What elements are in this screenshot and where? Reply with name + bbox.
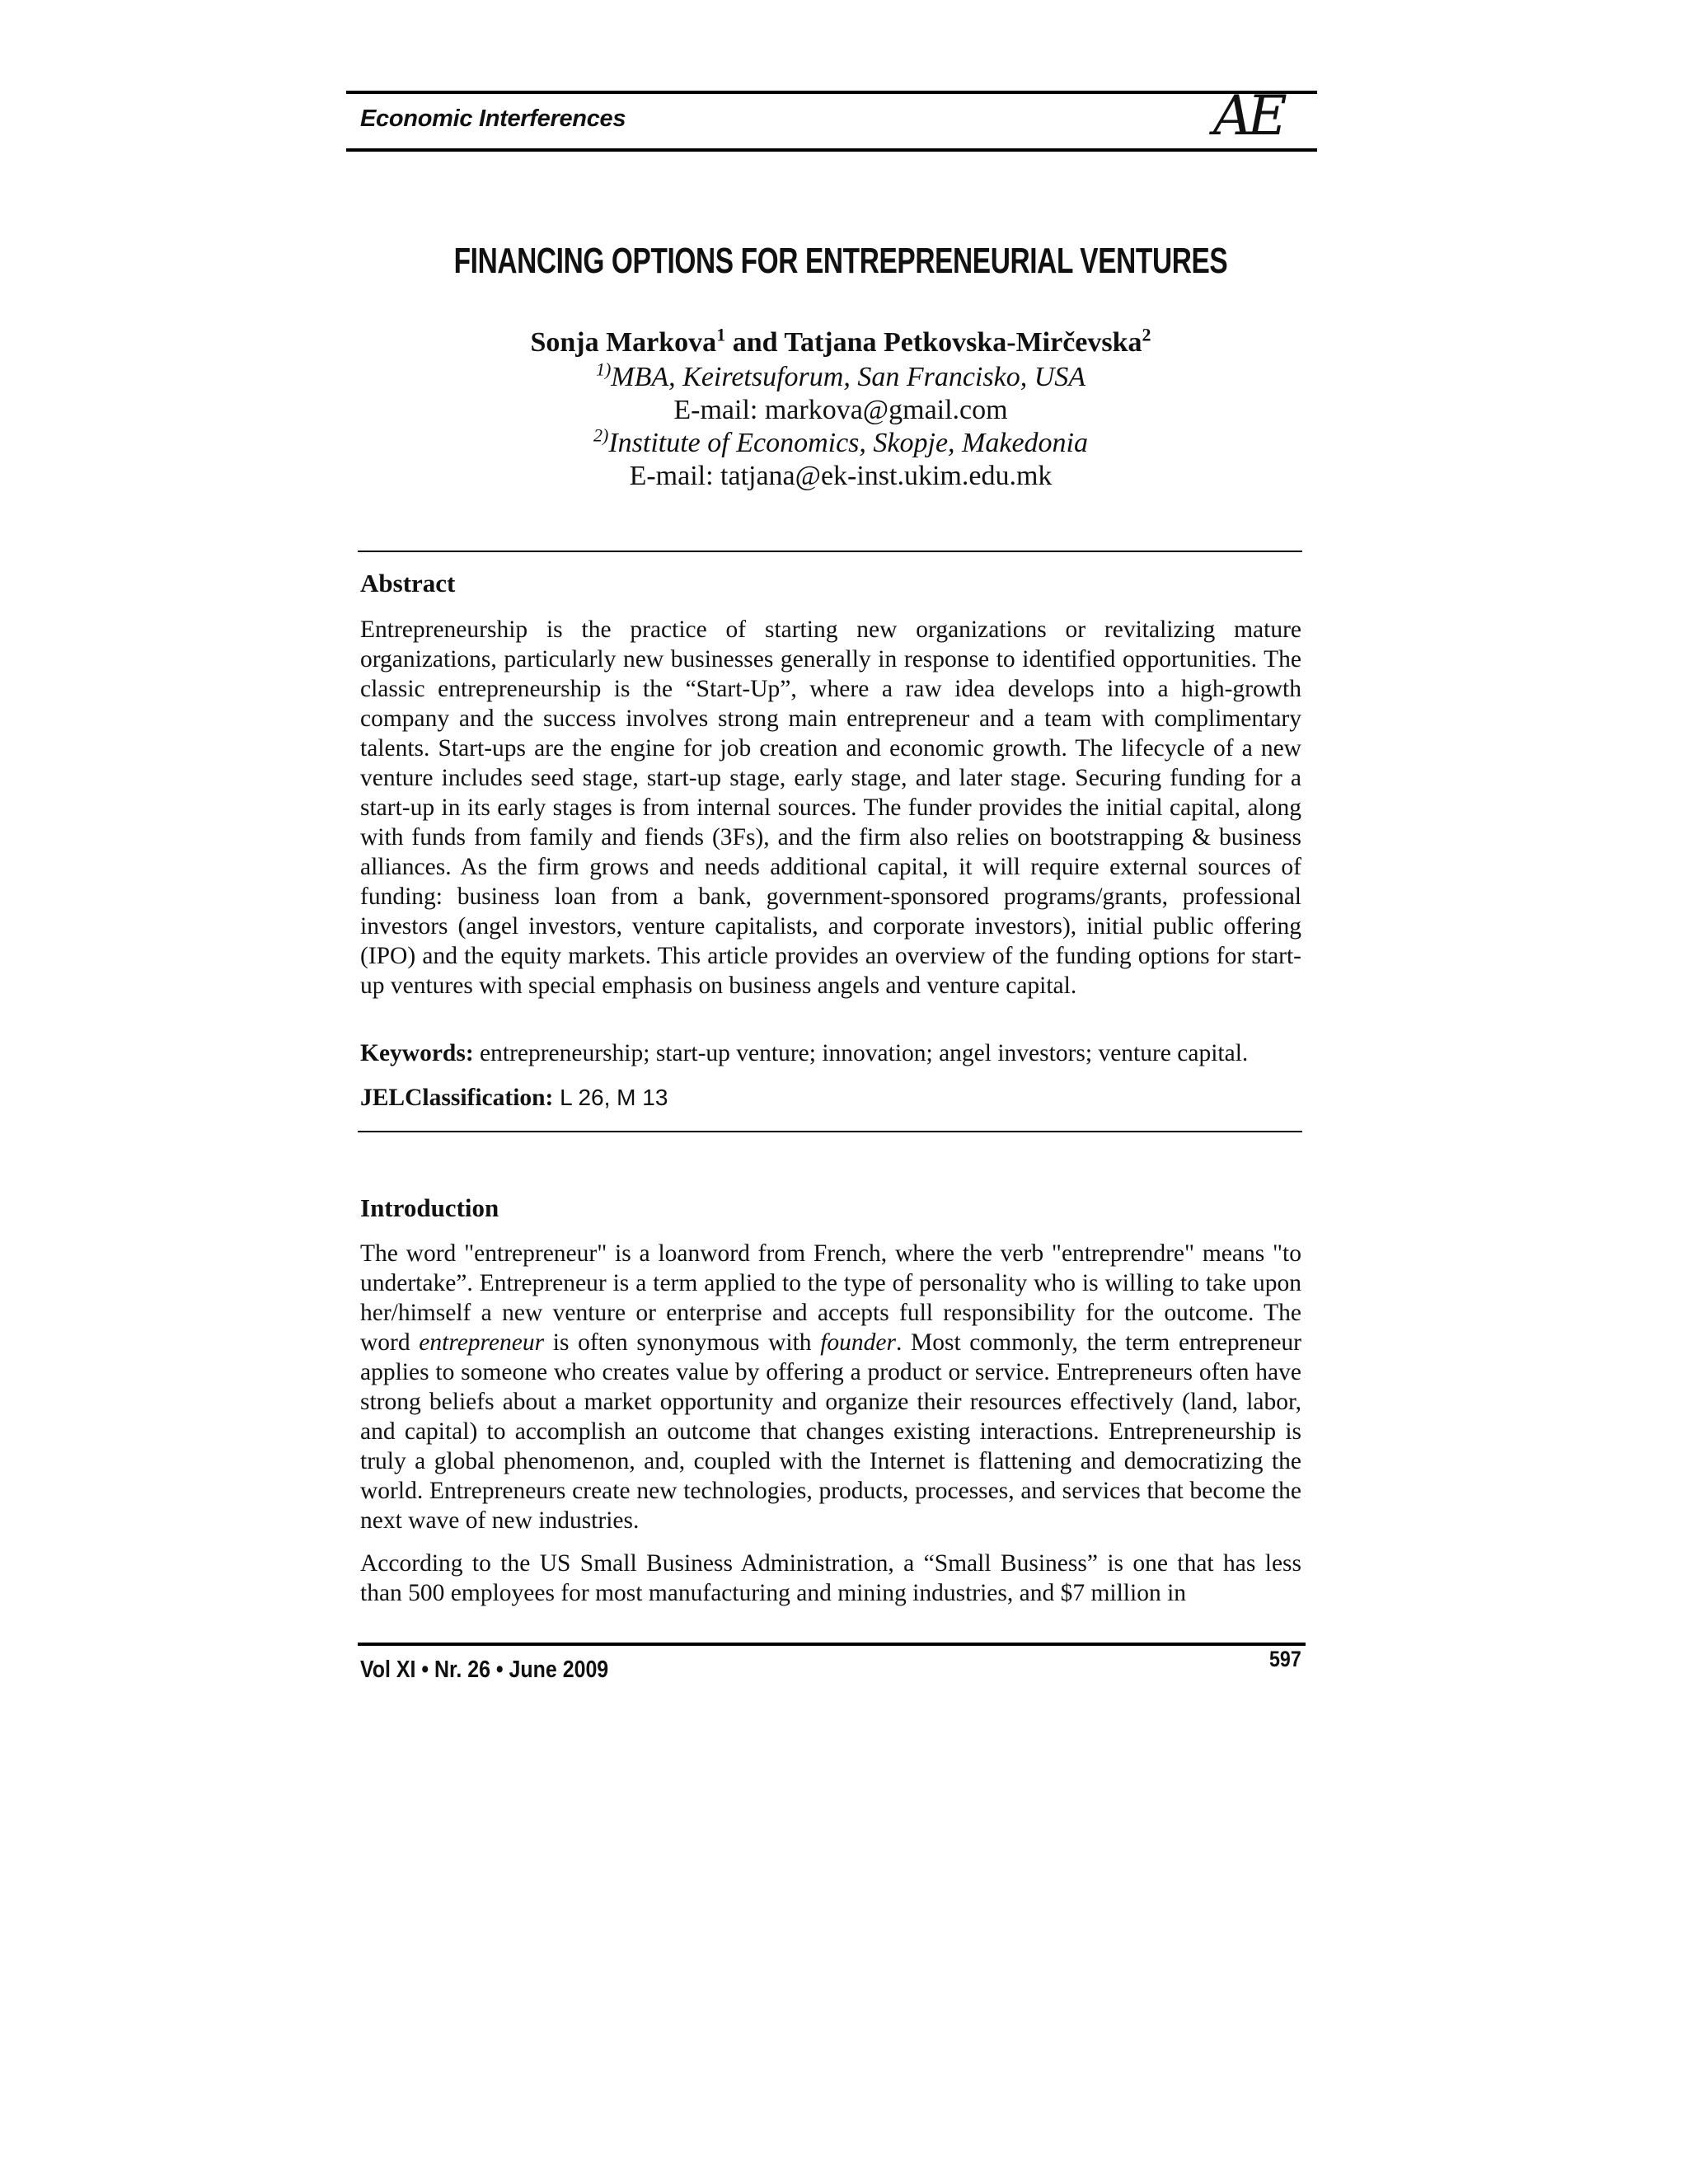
jel-line (360, 1085, 668, 1112)
abstract-text (360, 615, 1301, 1014)
authors-conjunction: and (725, 327, 785, 358)
footer-page-number: 597 (1269, 1647, 1301, 1671)
affiliation-1-marker: 1) (595, 359, 612, 380)
keywords-line (360, 1040, 1248, 1067)
intro-p1-part2: is often synonymous with (544, 1329, 821, 1356)
affiliation-1-text: MBA, Keiretsuforum, San Francisko, USA (611, 362, 1086, 392)
keywords-value: entrepreneurship; start-up venture; innovation; angel investors; venture capital. (473, 1040, 1249, 1066)
header-top-rule (346, 91, 1317, 94)
intro-p1-emphasis-founder: founder (820, 1329, 896, 1356)
intro-p1-emphasis-entrepreneur: entrepreneur (419, 1329, 545, 1356)
header-bottom-rule (346, 148, 1317, 152)
author-1-superscript: 1 (716, 324, 726, 345)
introduction-text (360, 1239, 1301, 1621)
intro-p1-part3: . Most commonly, the term entrepreneur applies to someone who creates value by offering a product or service. Entrepreneurs often have strong beliefs about a market opportunity and organize their resources effectively (land, labor, and capital) to accomplish an outcome that changes existing interactions. Entrepreneurship is truly a global phenomenon, and, coupled with the Internet is flattening and democratizing the world. Entrepreneurs create new technologies, products, processes, and services that become the next wave of new industries. (360, 1329, 1301, 1534)
affiliation-2-email: E-mail: tatjana@ek-inst.ukim.edu.mk (629, 461, 1053, 491)
abstract-bottom-rule (358, 1131, 1302, 1132)
jel-value: L 26, M 13 (553, 1085, 668, 1110)
intro-p1-part1: The word "entrepreneur" is a loanword from French, where the verb "entreprendre" means "to undertake”. Entrepreneur is a term applied to the type of personality who is willing to take upon her/himself a new venture or enterprise and accepts full responsibility for the outcome. The word (360, 1240, 1301, 1356)
journal-logo: AE (1213, 84, 1282, 148)
affiliation-1-email: E-mail: markova@gmail.com (673, 395, 1008, 425)
affiliation-2-marker: 2) (593, 424, 609, 446)
footer-rule (358, 1643, 1306, 1646)
author-2-name: Tatjana Petkovska-Mirčevska (784, 327, 1142, 358)
author-1-name: Sonja Markova (530, 327, 717, 358)
abstract-top-rule (358, 551, 1302, 552)
intro-paragraph-1 (360, 1239, 1301, 1535)
footer-issue: Vol XI • Nr. 26 • June 2009 (360, 1657, 609, 1683)
authors-line (363, 326, 1319, 359)
affiliation-2-text: Institute of Economics, Skopje, Makedonia (608, 428, 1088, 458)
abstract-paragraph: Entrepreneurship is the practice of starting new organizations or revitalizing mature organizations, particularly new businesses generally in response to identified opportunities. The classic entrepreneurship is the “Start-Up”, where a raw idea develops into a high-growth company and the success involves strong main entrepreneur and a team with complimentary talents. Start-ups are the engine for job creation and economic growth. The lifecycle of a new venture includes seed stage, start-up stage, early stage, and later stage. Securing funding for a start-up in its early stages is from internal sources. The funder provides the initial capital, along with funds from family and fiends (3Fs), and the firm also relies on bootstrapping & business alliances. As the firm grows and needs additional capital, it will require external sources of funding: business loan from a bank, government-sponsored programs/grants, professional investors (angel investors, venture capitalists, and corporate investors), initial public offering (IPO) and the equity markets. This article provides an overview of the funding options for start-up ventures with special emphasis on business angels and venture capital. (360, 616, 1301, 999)
keywords-label: Keywords: (360, 1040, 474, 1066)
abstract-heading: Abstract (360, 569, 456, 598)
article-title: FINANCING OPTIONS FOR ENTREPRENEURIAL VENTURES (453, 241, 1228, 281)
journal-name: Economic Interferences (360, 105, 626, 132)
introduction-heading: Introduction (360, 1193, 499, 1222)
authors-block (363, 326, 1319, 493)
jel-label: JELClassification: (360, 1085, 554, 1111)
affiliation-2 (363, 424, 1319, 460)
intro-paragraph-2: According to the US Small Business Administration, a “Small Business” is one that has less than 500 employees for most manufacturing and mining industries, and $7 million in (360, 1550, 1301, 1606)
affiliation-1 (363, 361, 1319, 394)
author-2-superscript: 2 (1142, 324, 1151, 345)
